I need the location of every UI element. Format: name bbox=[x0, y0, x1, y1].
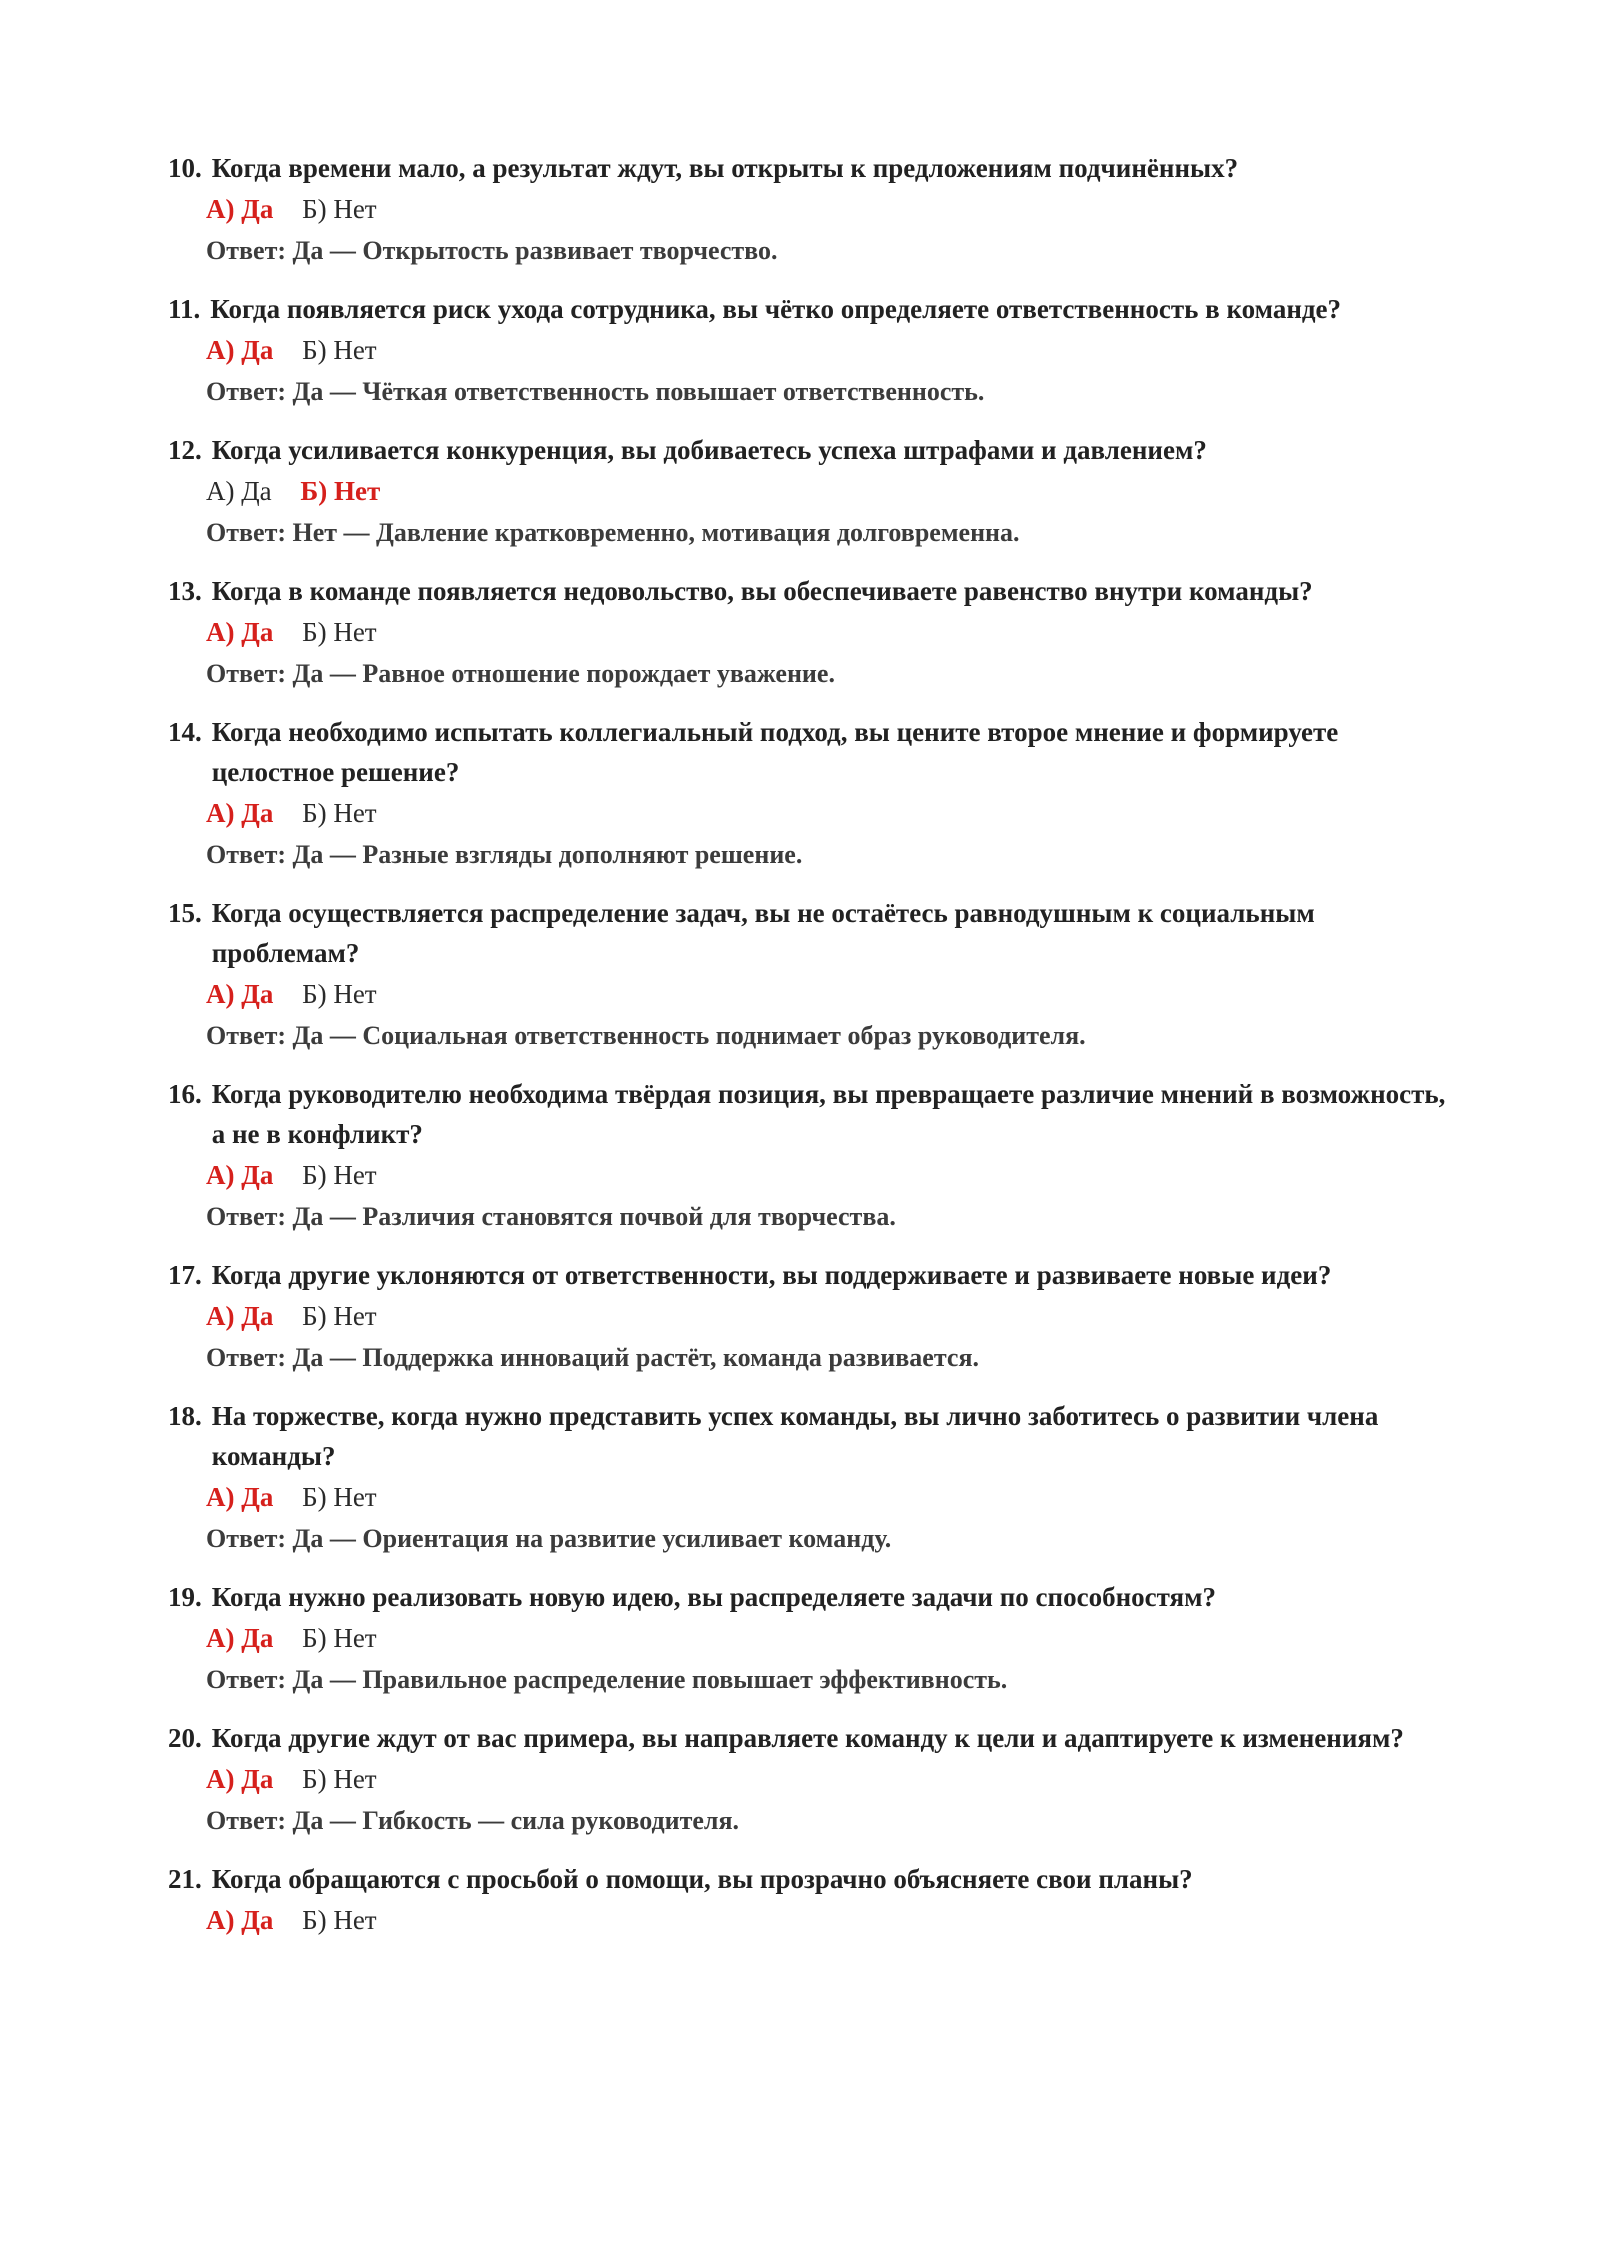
question-number: 15. bbox=[168, 898, 202, 928]
option-b: Б) Нет bbox=[302, 979, 377, 1009]
option-a: А) Да bbox=[206, 1160, 274, 1190]
question-text: На торжестве, когда нужно представить успех команды, вы лично заботитесь о развитии члена команды? bbox=[211, 1401, 1379, 1471]
question-number: 11. bbox=[168, 294, 201, 324]
answer-options bbox=[168, 188, 1460, 230]
question-number: 17. bbox=[168, 1260, 202, 1290]
option-a: А) Да bbox=[206, 194, 274, 224]
option-b: Б) Нет bbox=[302, 1905, 377, 1935]
option-b: Б) Нет bbox=[300, 476, 381, 506]
question-heading bbox=[168, 1577, 1460, 1617]
question-text: Когда нужно реализовать новую идею, вы распределяете задачи по способностям? bbox=[211, 1582, 1217, 1612]
option-a: А) Да bbox=[206, 617, 274, 647]
question-number: 12. bbox=[168, 435, 202, 465]
question-number: 16. bbox=[168, 1079, 202, 1109]
question-item-12 bbox=[168, 430, 1460, 554]
question-text: Когда необходимо испытать коллегиальный подход, вы цените второе мнение и формируете целостное решение? bbox=[211, 717, 1339, 787]
option-a: А) Да bbox=[206, 1905, 274, 1935]
question-heading bbox=[168, 1396, 1460, 1476]
answer-explanation: Ответ: Нет — Давление кратковременно, мотивация долговременна. bbox=[206, 518, 1020, 547]
question-text: Когда времени мало, а результат ждут, вы открыты к предложениям подчинённых? bbox=[211, 153, 1239, 183]
question-text: Когда обращаются с просьбой о помощи, вы прозрачно объясняете свои планы? bbox=[211, 1864, 1193, 1894]
option-a: А) Да bbox=[206, 1482, 274, 1512]
answer-options bbox=[168, 792, 1460, 834]
question-heading bbox=[168, 893, 1460, 973]
option-b: Б) Нет bbox=[302, 335, 377, 365]
question-item-14 bbox=[168, 712, 1460, 876]
question-heading bbox=[168, 148, 1460, 188]
question-number: 13. bbox=[168, 576, 202, 606]
question-text: Когда руководителю необходима твёрдая позиция, вы превращаете различие мнений в возможность, а не в конфликт? bbox=[211, 1079, 1446, 1149]
answer-explanation: Ответ: Да — Поддержка инноваций растёт, команда развивается. bbox=[206, 1343, 980, 1372]
answer-options bbox=[168, 1154, 1460, 1196]
question-number: 20. bbox=[168, 1723, 202, 1753]
question-item-20 bbox=[168, 1718, 1460, 1842]
question-item-21 bbox=[168, 1859, 1460, 1941]
option-a: А) Да bbox=[206, 1764, 274, 1794]
option-b: Б) Нет bbox=[302, 1764, 377, 1794]
question-number: 18. bbox=[168, 1401, 202, 1431]
question-item-10 bbox=[168, 148, 1460, 272]
answer-explanation: Ответ: Да — Различия становятся почвой для творчества. bbox=[206, 1202, 896, 1231]
answer-explanation: Ответ: Да — Равное отношение порождает уважение. bbox=[206, 659, 835, 688]
question-heading bbox=[168, 571, 1460, 611]
answer-options bbox=[168, 611, 1460, 653]
question-number: 10. bbox=[168, 153, 202, 183]
question-item-13 bbox=[168, 571, 1460, 695]
question-item-17 bbox=[168, 1255, 1460, 1379]
answer-explanation: Ответ: Да — Гибкость — сила руководителя. bbox=[206, 1806, 740, 1835]
answer-explanation: Ответ: Да — Разные взгляды дополняют решение. bbox=[206, 840, 803, 869]
question-text: Когда усиливается конкуренция, вы добиваетесь успеха штрафами и давлением? bbox=[211, 435, 1207, 465]
answer-explanation: Ответ: Да — Чёткая ответственность повышает ответственность. bbox=[206, 377, 985, 406]
option-a: А) Да bbox=[206, 979, 274, 1009]
question-heading bbox=[168, 289, 1460, 329]
question-number: 14. bbox=[168, 717, 202, 747]
answer-explanation: Ответ: Да — Социальная ответственность поднимает образ руководителя. bbox=[206, 1021, 1086, 1050]
option-b: Б) Нет bbox=[302, 1160, 377, 1190]
option-a: А) Да bbox=[206, 335, 274, 365]
question-text: Когда в команде появляется недовольство, вы обеспечиваете равенство внутри команды? bbox=[211, 576, 1313, 606]
option-a: А) Да bbox=[206, 476, 272, 506]
answer-options bbox=[168, 329, 1460, 371]
question-heading bbox=[168, 1074, 1460, 1154]
question-item-11 bbox=[168, 289, 1460, 413]
answer-options bbox=[168, 470, 1460, 512]
question-heading bbox=[168, 1255, 1460, 1295]
question-heading bbox=[168, 430, 1460, 470]
answer-options bbox=[168, 1617, 1460, 1659]
answer-explanation: Ответ: Да — Открытость развивает творчество. bbox=[206, 236, 778, 265]
answer-options bbox=[168, 1476, 1460, 1518]
option-a: А) Да bbox=[206, 798, 274, 828]
answer-options bbox=[168, 1758, 1460, 1800]
question-item-18 bbox=[168, 1396, 1460, 1560]
option-b: Б) Нет bbox=[302, 798, 377, 828]
option-b: Б) Нет bbox=[302, 1623, 377, 1653]
answer-explanation: Ответ: Да — Ориентация на развитие усиливает команду. bbox=[206, 1524, 892, 1553]
option-b: Б) Нет bbox=[302, 1301, 377, 1331]
answer-explanation: Ответ: Да — Правильное распределение повышает эффективность. bbox=[206, 1665, 1008, 1694]
option-a: А) Да bbox=[206, 1301, 274, 1331]
option-b: Б) Нет bbox=[302, 1482, 377, 1512]
answer-options bbox=[168, 973, 1460, 1015]
question-number: 19. bbox=[168, 1582, 202, 1612]
question-text: Когда появляется риск ухода сотрудника, вы чётко определяете ответственность в команде? bbox=[210, 294, 1342, 324]
question-heading bbox=[168, 712, 1460, 792]
question-text: Когда осуществляется распределение задач, вы не остаётесь равнодушным к социальным проблемам? bbox=[211, 898, 1315, 968]
question-number: 21. bbox=[168, 1864, 202, 1894]
answer-options bbox=[168, 1899, 1460, 1941]
question-text: Когда другие уклоняются от ответственности, вы поддерживаете и развиваете новые идеи? bbox=[211, 1260, 1332, 1290]
option-b: Б) Нет bbox=[302, 617, 377, 647]
answer-options bbox=[168, 1295, 1460, 1337]
question-heading bbox=[168, 1859, 1460, 1899]
question-text: Когда другие ждут от вас примера, вы направляете команду к цели и адаптируете к изменениям? bbox=[211, 1723, 1404, 1753]
question-heading bbox=[168, 1718, 1460, 1758]
question-item-15 bbox=[168, 893, 1460, 1057]
question-item-19 bbox=[168, 1577, 1460, 1701]
option-a: А) Да bbox=[206, 1623, 274, 1653]
option-b: Б) Нет bbox=[302, 194, 377, 224]
question-item-16 bbox=[168, 1074, 1460, 1238]
